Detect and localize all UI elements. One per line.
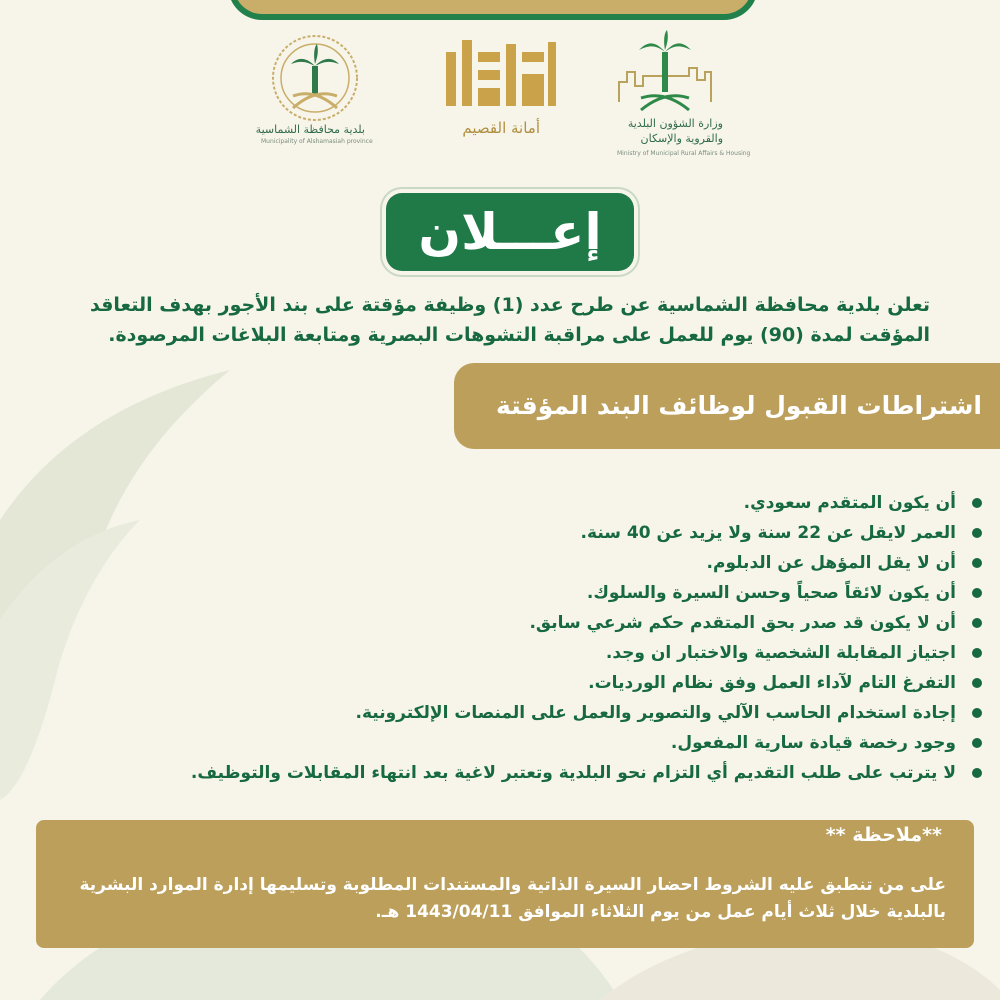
ministry-name-ar-line2: والقروية والإسكان: [640, 132, 723, 145]
requirement-text: العمر لايقل عن 22 سنة ولا يزيد عن 40 سنة.: [580, 523, 956, 543]
bullet-icon: [972, 618, 982, 628]
list-item: [82, 608, 982, 638]
shamasiyah-name-en: Municipality of Alshamasiah province: [261, 138, 373, 145]
bullet-icon: [972, 588, 982, 598]
ministry-name-ar-line1: وزارة الشؤون البلدية: [627, 117, 723, 130]
list-item: [82, 578, 982, 608]
ministry-palm-skyline-icon: [605, 30, 725, 116]
requirement-text: إجادة استخدام الحاسب الآلي والتصوير والعمل على المنصات الإلكترونية.: [355, 703, 956, 723]
ministry-logo: [605, 30, 751, 160]
palm-swords-emblem-icon: [255, 30, 375, 130]
shamasiyah-municipality-logo: [255, 30, 375, 150]
bullet-icon: [972, 528, 982, 538]
top-decorative-bar: [228, 0, 758, 20]
requirement-text: أن يكون المتقدم سعودي.: [743, 493, 956, 513]
bullet-icon: [972, 768, 982, 778]
conditions-banner: [454, 363, 1000, 449]
qassim-secretariat-logo: [430, 30, 570, 150]
list-item: [82, 548, 982, 578]
list-item: [82, 488, 982, 518]
requirement-text: اجتياز المقابلة الشخصية والاختبار ان وجد.: [605, 643, 956, 663]
note-title: **ملاحظة **: [825, 824, 942, 846]
conditions-title: اشتراطات القبول لوظائف البند المؤقتة: [496, 391, 982, 420]
bullet-icon: [972, 648, 982, 658]
bullet-icon: [972, 708, 982, 718]
ministry-name-en: Ministry of Municipal Rural Affairs & Housing: [617, 150, 751, 157]
requirement-text: التفرغ التام لآداء العمل وفق نظام الورديات.: [588, 673, 956, 693]
bullet-icon: [972, 678, 982, 688]
announcement-title: إعـــلان: [418, 203, 602, 261]
note-box: [36, 820, 974, 948]
requirement-text: أن لا يكون قد صدر بحق المتقدم حكم شرعي سابق.: [529, 613, 956, 633]
list-item: [82, 668, 982, 698]
shamasiyah-name-ar: بلدية محافظة الشماسية: [255, 123, 365, 136]
list-item: [82, 758, 982, 788]
bullet-icon: [972, 498, 982, 508]
bullet-icon: [972, 738, 982, 748]
header-logos: [0, 30, 1000, 170]
requirements-list: [82, 488, 982, 788]
requirement-text: لا يترتب على طلب التقديم أي التزام نحو البلدية وتعتبر لاغية بعد انتهاء المقابلات والتوظيف.: [190, 763, 956, 783]
list-item: [82, 638, 982, 668]
qassim-calligraphy-icon: [430, 30, 570, 110]
qassim-name-ar: أمانة القصيم: [462, 119, 540, 137]
note-body: على من تنطبق عليه الشروط احضار السيرة الذاتية والمستندات المطلوبة وتسليمها إدارة الموارد البشرية بالبلدية خلال ثلاث أيام عمل من يوم الثلاثاء الموافق 1443/04/11 هـ.: [79, 875, 946, 922]
announcement-badge: [386, 193, 634, 271]
requirement-text: وجود رخصة قيادة سارية المفعول.: [670, 733, 956, 753]
requirement-text: أن لا يقل المؤهل عن الدبلوم.: [706, 553, 956, 573]
bullet-icon: [972, 558, 982, 568]
list-item: [82, 728, 982, 758]
list-item: [82, 518, 982, 548]
intro-paragraph: تعلن بلدية محافظة الشماسية عن طرح عدد (1) وظيفة مؤقتة على بند الأجور بهدف التعاقد المؤقت لمدة (90) يوم للعمل على مراقبة التشوهات البصرية ومتابعة البلاغات المرصودة.: [90, 294, 930, 346]
requirement-text: أن يكون لائقاً صحياً وحسن السيرة والسلوك.: [586, 583, 956, 603]
list-item: [82, 698, 982, 728]
